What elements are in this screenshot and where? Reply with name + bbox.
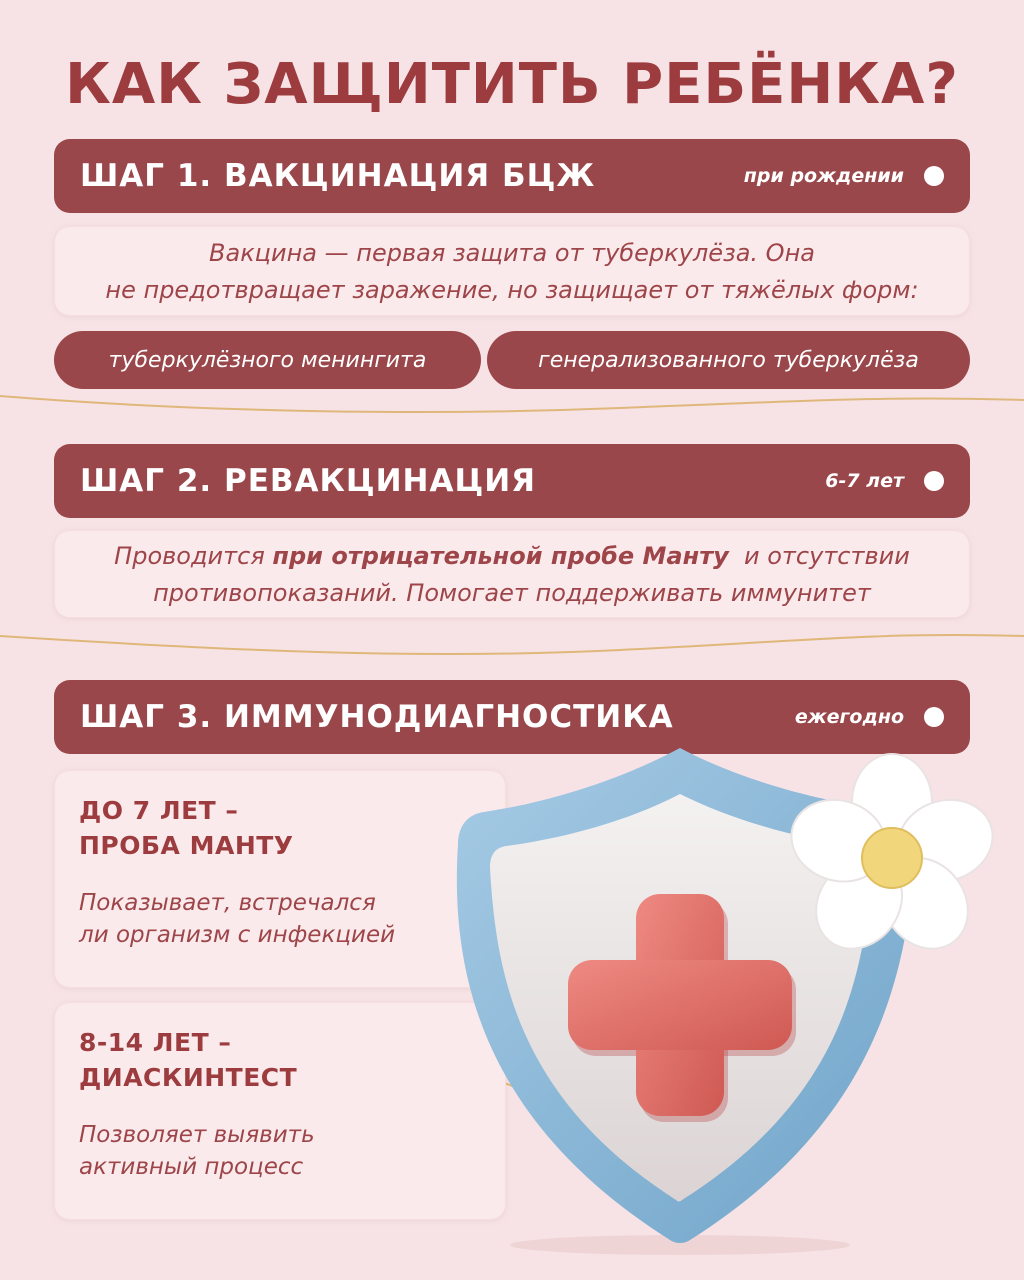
step-1-text-line-2: не предотвращает заражение, но защищает от тяжёлых форм: <box>105 276 919 304</box>
step-2-when: 6-7 лет <box>825 470 904 492</box>
step-2-text-bold: при отрицательной пробе Манту <box>272 542 729 570</box>
mantoux-heading-line-1: ДО 7 ЛЕТ – <box>79 796 239 825</box>
dot-icon <box>924 166 944 186</box>
dot-icon <box>924 707 944 727</box>
mantoux-text-line-1: Показывает, встречался <box>79 890 376 916</box>
step-1-description-card <box>54 226 970 316</box>
step-2-text-line-2: противопоказаний. Помогает поддерживать иммунитет <box>153 579 871 607</box>
step-1-text-line-1: Вакцина — первая защита от туберкулёза. Она <box>209 239 815 267</box>
step-1-header <box>54 139 970 213</box>
dot-icon <box>924 471 944 491</box>
shield-with-red-cross-and-daisy-icon <box>440 740 1010 1260</box>
mantoux-heading-line-2: ПРОБА МАНТУ <box>79 831 294 860</box>
diaskintest-card <box>54 1002 506 1220</box>
mantoux-text-line-2: ли организм с инфекцией <box>79 922 396 948</box>
diaskintest-heading-line-2: ДИАСКИНТЕСТ <box>79 1063 298 1092</box>
step-2-description-card <box>54 530 970 618</box>
diaskintest-text <box>79 1119 481 1183</box>
diaskintest-text-line-2: активный процесс <box>79 1154 304 1180</box>
pill-generalized-tb: генерализованного туберкулёза <box>487 331 970 389</box>
step-2-title: ШАГ 2. РЕВАКЦИНАЦИЯ <box>80 463 537 499</box>
step-2-header <box>54 444 970 518</box>
step-3-title: ШАГ 3. ИММУНОДИАГНОСТИКА <box>80 699 674 735</box>
step-2-text-pre: Проводится <box>114 542 273 570</box>
mantoux-text <box>79 887 481 951</box>
step-3-when: ежегодно <box>794 706 904 728</box>
step-2-text-post: и отсутствии <box>728 542 910 570</box>
page-title: КАК ЗАЩИТИТЬ РЕБЁНКА? <box>65 52 959 117</box>
step-2-text-line-1 <box>55 538 969 575</box>
step-1-title: ШАГ 1. ВАКЦИНАЦИЯ БЦЖ <box>80 158 596 194</box>
mantoux-card <box>54 770 506 988</box>
diaskintest-text-line-1: Позволяет выявить <box>79 1122 315 1148</box>
diaskintest-heading-line-1: 8-14 ЛЕТ – <box>79 1028 232 1057</box>
step-1-when: при рождении <box>743 165 904 187</box>
pill-meningitis: туберкулёзного менингита <box>54 331 481 389</box>
